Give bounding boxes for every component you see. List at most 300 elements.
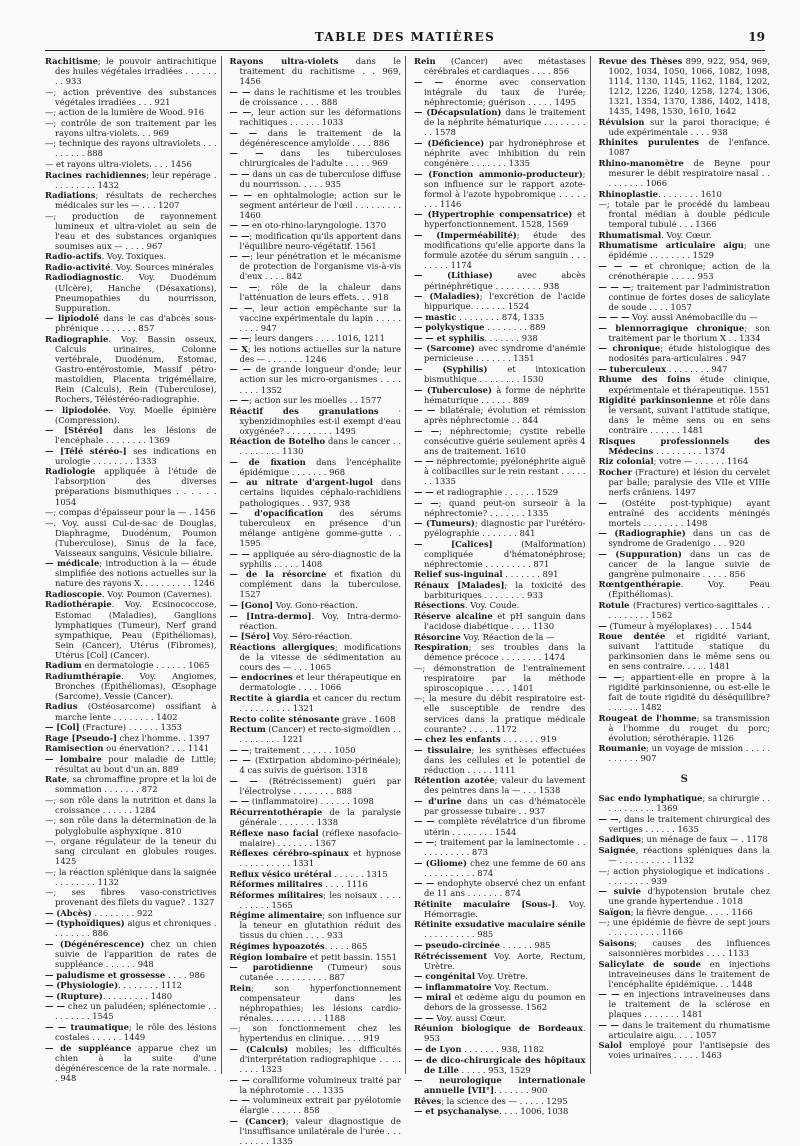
entry-heading: — (Tuberculose) (414, 384, 492, 395)
index-entry (230, 693, 402, 713)
index-entry (230, 128, 402, 148)
entry-text: employé pour l'antisepsie des voies urinaires . . . . . 1463 (608, 1040, 770, 1061)
index-entry (414, 611, 586, 631)
entry-text: —; démonstration de l'entraînement respiratoire par la méthode spiroscopique . . . . . 1401 (414, 662, 586, 693)
entry-heading: — — (229, 86, 251, 97)
entry-heading: — (Radiographie) (598, 528, 686, 539)
entry-text: (Extirpation abdomino-périnéale); 4 cas suivis de guérison. 1318 (239, 755, 401, 776)
entry-text: en injections intraveineuses dans le traitement de la sclérose en plaques . . . . . . . 1481 (608, 989, 770, 1020)
entry-text: et petit bassin. 1551 (307, 951, 397, 962)
entry-text: ; les synthèses effectuées dans les cellules et le potentiel de réduction . . . . . 1111 (424, 744, 586, 775)
entry-text: (Ostéosarcome) ossifiant à marche lente . . . . . . . . 1402 (55, 701, 217, 722)
entry-heading: — (Physiologie) (45, 980, 119, 991)
index-entry (414, 343, 586, 363)
index-entry (230, 406, 402, 436)
index-entry (414, 1075, 586, 1095)
index-entry (414, 312, 586, 322)
entry-heading: — suivie (598, 886, 641, 897)
entry-heading: — au nitrate d'argent-lugol (229, 477, 373, 488)
entry-text: . Voy. Ecsinococcose, Estomac (Maladies), Ganglions lymphatiques (Tumeur), Nerf grand sympathique, Peau (Épithéliomas), Sein (Cancer), Utérus (Fibromes), Utérus [Col] (Cancer). (55, 599, 217, 660)
entry-heading: — de la résorcine (229, 569, 327, 580)
index-entry (230, 611, 402, 631)
entry-text: par hydronéphrose et néphrite avec inhibition du rein congénère . . . . . . . 1335 (424, 137, 586, 168)
entry-text: —; la mesure du débit respiratoire est-elle susceptible de rendre des services dans la pratique médicale courante? . . . . . 1172 (414, 693, 586, 734)
entry-heading: — — (229, 1074, 250, 1085)
entry-heading: Radius (45, 701, 78, 712)
entry-text: . . . . 1006, 1038 (499, 1106, 569, 1117)
index-entry (230, 107, 402, 127)
entry-heading: Rigidité parkinsonienne (598, 395, 714, 406)
entry-heading: Régimes hypoazotés (229, 941, 325, 952)
entry-heading: — neurologique internationale annuelle [VII°] (414, 1075, 586, 1096)
entry-heading: — [Stéréo] (45, 425, 103, 436)
index-entry (45, 313, 217, 333)
entry-heading: — — (45, 1001, 65, 1012)
index-entry (414, 539, 586, 569)
index-entry (230, 148, 402, 168)
index-entry (414, 291, 586, 311)
entry-text: (Tumeur à myéloplaxes) . . . 1544 (606, 620, 752, 631)
index-entry (230, 169, 402, 189)
entry-heading: Réflexes cérébro-spinaux (229, 848, 349, 859)
index-entry (414, 992, 586, 1012)
index-entry (414, 982, 586, 992)
index-entry (45, 733, 217, 743)
entry-text: . . . . . 953, 1529 (458, 1064, 531, 1075)
entry-text: et leur thérapeutique en dermatologie . . . . 1066 (239, 672, 401, 693)
entry-text: ; son influence sur la teneur en glutathion réduit des tissus du chien . . . . 933 (239, 910, 401, 941)
index-entry (599, 631, 771, 671)
index-entry (414, 919, 586, 939)
index-entry (45, 466, 217, 506)
entry-text: ; votre — . . . . . . 1164 (653, 456, 749, 467)
index-entry (230, 231, 402, 251)
index-entry (414, 333, 586, 343)
index-entry (599, 456, 771, 466)
index-entry (45, 722, 217, 732)
index-entry (414, 56, 586, 76)
index-entry (230, 745, 402, 755)
entry-heading: — endocrines (229, 672, 293, 683)
entry-heading: Réformes militaires (229, 889, 324, 900)
index-entry (45, 908, 217, 918)
entry-text: . . . . . . 985 (499, 940, 551, 951)
entry-heading: — pseudo-circinée (414, 940, 500, 951)
index-entry (230, 631, 402, 641)
index-entry (45, 170, 217, 190)
entry-heading: — (Cancer) (229, 1115, 286, 1126)
entry-heading: Résections (414, 600, 465, 611)
entry-text: . Voy. Toxiques. (101, 251, 167, 262)
entry-text: ; leur pénétration et le mécanisme de protection de l'organisme vis-à-vis d'eux . . . . 842 (239, 251, 401, 282)
entry-heading: Rate (45, 774, 67, 785)
entry-text: aigus et chroniques . . . . . . . . 886 (55, 918, 217, 939)
entry-heading: Rétention azotée (414, 775, 495, 786)
index-entry (414, 600, 586, 610)
entry-heading: — [Calices] (414, 538, 493, 549)
entry-text: —; technique des rayons ultraviolets . . . . . . . . . 888 (45, 138, 217, 159)
entry-heading: — [Intra-dermo] (229, 610, 312, 621)
entry-text: · xybenzidinophiles est-il exempt d'eau oxygénée? . . . . . . . . . 1495 (239, 405, 401, 436)
index-entry (230, 910, 402, 940)
index-column-3 (414, 56, 591, 1117)
entry-text: (Malformation) compliquée d'hématonéphrose; néphrectomie . . . . . . . . . 871 (424, 538, 586, 569)
entry-heading: — (Syphilis) (414, 363, 488, 374)
entry-heading: Rectum (229, 724, 266, 735)
entry-text: dans l'encéphalite épidémique . . . . . . . 968 (239, 456, 401, 477)
index-entry (45, 867, 217, 887)
index-entry (414, 569, 586, 579)
entry-heading: Rectite à giardia (229, 692, 310, 703)
entry-text: Voy. Aorte, Rectum, Urètre. (424, 950, 586, 971)
index-entry (45, 211, 217, 251)
entry-text: apparue chez un chien à la suite d'une dégénérescence de la rate normale. . . 948 (55, 1042, 217, 1083)
index-entry (599, 230, 771, 240)
entry-text: avec abcès périnéphrétique . . . . . . . . . 938 (424, 270, 586, 291)
entry-text: Voy. Réaction de la — (460, 631, 555, 642)
entry-heading: — de suppléance (45, 1042, 132, 1053)
entry-text: ; son influence sur le rapport azote-formol à l'azote hypobromique . . . . . . . . 1146 (424, 168, 586, 209)
index-entry (599, 907, 771, 917)
entry-heading: — — (229, 107, 251, 118)
entry-heading: — — (598, 1019, 619, 1030)
index-entry (230, 1116, 402, 1146)
entry-heading: Rhinoplastie (598, 188, 658, 199)
index-entry (45, 743, 217, 753)
entry-text: chez l'homme. . 1397 (116, 732, 210, 743)
index-entry (414, 487, 586, 497)
index-entry (230, 220, 402, 230)
entry-text: et rigidité variant, suivant l'attitude statique du parkinsonien dans le même sens ou en sens contraire. . . . . 1481 (608, 631, 770, 672)
index-entry (414, 858, 586, 878)
entry-heading: — de dico-chirurgicale des hôpitaux de Lille (414, 1054, 586, 1075)
entry-text: . . . . . . . 900 (494, 1085, 548, 1096)
index-entry (414, 642, 586, 662)
entry-heading: Radiographie (45, 333, 109, 344)
index-entry (414, 498, 586, 518)
index-entry (45, 815, 217, 835)
entry-text: . . . . 986 (165, 969, 206, 980)
index-entry (45, 980, 217, 990)
entry-heading: — [Gono] (229, 599, 274, 610)
index-entry (599, 189, 771, 199)
index-entry (230, 508, 402, 548)
entry-text: , dans le traitement chirurgical des vertiges . . . . . . 1635 (608, 813, 770, 834)
index-entry (414, 663, 586, 693)
entry-text: ; son hyperfonctionnement compensateur dans les néphropathies; les lésions cardio-rénales. . . . . . . . . . 1188 (239, 982, 401, 1023)
entry-heading: Rotule (598, 599, 630, 610)
index-entry (599, 713, 771, 743)
header-rule (45, 50, 765, 51)
entry-text: et fixation du complément dans la tuberculose. 1527 (239, 569, 401, 600)
entry-text: ; causes des influences saisonnières morbides . . . . 1133 (608, 937, 770, 958)
index-entry (414, 1044, 586, 1054)
index-entry (230, 364, 402, 394)
entry-heading: — (typhoïdiques) (45, 918, 125, 929)
entry-text: ; sa chirurgie . . . . . . . . . . . 1369 (608, 793, 770, 814)
entry-text: (Rétrécissement) guéri par l'électrolyse . . . . . . . . 888 (239, 775, 401, 796)
index-entry (599, 117, 771, 137)
index-entry (599, 743, 771, 763)
index-entry (599, 282, 771, 312)
entry-text: (Ostéite post-typhique) ayant entraîné des accidents méningés mortels . . . . . . . . 1498 (606, 497, 770, 528)
entry-text: dans certains liquides céphalo-rachidiens pathologiques . . 937, 938 (239, 477, 401, 508)
entry-heading: Rétrécissement (414, 950, 488, 961)
entry-heading: Risques professionnels des Médecins (598, 435, 770, 456)
index-entry (599, 959, 771, 989)
page-header (45, 30, 765, 46)
entry-text: . . . . . . . 919 (500, 734, 557, 745)
index-entry (230, 1044, 402, 1074)
entry-heading: Rêves (414, 1095, 442, 1106)
entry-text: —; contrôle de son traitement par les rayons ultra-violets. . . 969 (45, 117, 217, 138)
entry-text: Voy. Urètre. (475, 971, 528, 982)
entry-heading: — polykystique (414, 322, 485, 333)
entry-text: . . . . . . 1315 (331, 868, 388, 879)
index-entry (45, 405, 217, 425)
entry-text: —; compas d'épaisseur pour la — . 1456 (45, 507, 216, 518)
entry-heading: — (Imperméabilité) (414, 229, 517, 240)
entry-text: des sérums tuberculeux en présence d'un mélange antigène gomme-gutte . . 1595 (239, 508, 401, 549)
entry-heading: — — (414, 1012, 434, 1023)
index-column-4 (599, 56, 771, 1074)
entry-heading: — tuberculeux (598, 363, 667, 374)
entry-heading: — — (229, 1095, 250, 1106)
entry-heading: — lombaire (45, 753, 102, 764)
entry-heading: Rhumatisme articulaire aigu (598, 240, 744, 251)
entry-text: dans un cas de cancer de la langue suivie de gangrène pulmonaire . . . . . 856 (608, 548, 770, 579)
entry-text: ; une épidémie . . . . . . . . 1529 (608, 240, 771, 261)
entry-text: ; son traitement par le thorium X . . 1334 (608, 322, 770, 343)
entry-heading: — — — (598, 281, 631, 292)
index-entry (414, 899, 586, 919)
index-entry (230, 714, 402, 724)
entry-text: de grande longueur d'onde; leur action sur les micro-organismes . . . . . . . . 1352 (239, 364, 401, 395)
entry-text: dans le traitement du rhumatisme articulaire aigu. . . . 1057 (608, 1019, 771, 1040)
entry-heading: — — (414, 486, 434, 497)
index-entry (230, 87, 402, 107)
entry-text: —; son rôle dans la nutrition et dans la croissance . . . . . . 1284 (45, 794, 217, 815)
entry-text: ; la science des — . . . . . 1295 (441, 1095, 568, 1106)
index-entry (230, 1075, 402, 1095)
entry-heading: Racines rachidiennes (45, 169, 147, 180)
index-entry (45, 1001, 217, 1021)
entry-text: ; la fièvre dengue. . . . . 1166 (630, 906, 753, 917)
entry-heading: — — (229, 282, 258, 293)
entry-text: néphrectomie; pyélonéphrite aiguë à colibacilles sur le rein restant . . . . . . . 1335 (424, 456, 586, 487)
index-entry (414, 518, 586, 538)
entry-text: à forme de néphrite hématurique . . . . . . 889 (424, 384, 586, 405)
entry-heading: — — (414, 405, 436, 416)
entry-heading: — — (414, 816, 435, 827)
entry-heading: — (Maladies) (414, 291, 480, 302)
index-entry (414, 138, 586, 168)
index-entry (45, 1022, 217, 1042)
entry-heading: — (Fonction ammonio-producteur) (414, 168, 583, 179)
index-entry (599, 312, 771, 322)
entry-heading: — — (414, 456, 434, 467)
entry-text: ; modifications de la vitesse de sédimentation au cours des — . . . 1065 (239, 641, 402, 672)
entry-text: ; rôle de la chaleur dans l'atténuation de leurs effets. . . 918 (239, 282, 401, 303)
entry-heading: — [Télé stéréo-] (45, 445, 127, 456)
index-entry (599, 467, 771, 497)
entry-text: . . . . 1116 (322, 879, 368, 890)
entry-heading: Rhumatismal (598, 229, 662, 240)
entry-heading: — blennorragique chronique (598, 322, 745, 333)
entry-heading: Rœntgenthérapie (598, 579, 681, 590)
entry-heading: — d'urine (414, 795, 462, 806)
entry-heading: — — (229, 169, 250, 180)
entry-heading: Récurrentothérapie (229, 806, 323, 817)
entry-text: de l'enfance. 1087 (608, 137, 770, 158)
index-entry (599, 436, 771, 456)
entry-text: ; action sur les moelles . . 1577 (249, 395, 382, 406)
entry-text: —, organe régulateur de la teneur du sang circulant en globules rouges. 1425 (45, 836, 217, 867)
entry-heading: — et psychanalyse (414, 1106, 500, 1117)
entry-text: ; valeur diagnostique de l'insuffisance unilatérale de l'urée . . . . . . . . . 1335 (239, 1115, 401, 1146)
entry-text: —; totale par le procédé du lambeau frontal médian à double pédicule temporal tubulé . . . 1366 (598, 199, 770, 230)
index-entry (230, 869, 402, 879)
index-entry (45, 87, 217, 107)
entry-heading: — (Rupture) (45, 990, 103, 1001)
index-entry (414, 405, 586, 425)
entry-heading: Rhino-manomètre (598, 157, 684, 168)
entry-heading: Rein (229, 982, 252, 993)
entry-heading: — — (598, 671, 622, 682)
entry-text: ; étude des modifications qu'elle apporte dans la formule azotée du sérum sanguin . . . . . . . . 1174 (424, 229, 586, 270)
entry-text: dans le cas d'abcès sous-phrénique . . . . . . . 857 (55, 313, 217, 334)
entry-text: —; production de rayonnement lumineux et ultra-violet au sein de l'eau et des substances organiques soumises aux — . . . . 967 (45, 210, 217, 251)
entry-heading: — — (229, 395, 250, 406)
entry-text: et pH sanguin dans l'acidose diabétique . . . . 1130 (424, 611, 586, 632)
entry-heading: Rachitisme (45, 56, 98, 66)
index-entry (599, 866, 771, 886)
index-entry (45, 660, 217, 670)
entry-heading: Réactions allergiques (229, 641, 335, 652)
entry-heading: Roumanie (598, 743, 647, 754)
entry-text: ; modification qu'ils apportent dans l'équilibre neuro-végétatif. 1561 (239, 230, 401, 251)
entry-text: ; valeur du lavement des peintres dans la — . . . 1538 (424, 775, 586, 796)
entry-heading: — lipiodolé (45, 313, 99, 324)
entry-heading: — — (229, 755, 251, 766)
index-entry (599, 158, 771, 188)
entry-text: et cancer du rectum . . . . . . . . . . 1321 (239, 692, 401, 713)
index-entry (414, 322, 586, 332)
entry-text: . . . . . . . . 874, 1335 (456, 311, 545, 322)
entry-heading: Rétinite exsudative maculaire sénile (414, 919, 586, 930)
index-entry (230, 436, 402, 456)
entry-heading: Rayons ultra-violets (229, 56, 339, 66)
entry-text: . Voy. Cœur. (661, 229, 712, 240)
index-entry (599, 1040, 771, 1060)
entry-heading: — d'opacification (229, 508, 324, 519)
index-entry (45, 939, 217, 969)
entry-text: . Voy. Coude. (464, 600, 520, 611)
entry-heading: — parotidienne (229, 962, 313, 973)
entry-heading: — (Gliome) (414, 857, 467, 868)
entry-text: Voy. Gono-réaction. (273, 599, 358, 610)
entry-text: en oto-rhino-laryngologie. 1370 (249, 220, 387, 231)
entry-text: . . . . . . . . . 1480 (102, 990, 173, 1001)
index-entry (230, 962, 402, 982)
index-entry (599, 343, 771, 363)
entry-text: d'hypotension brutale chez une grande hypertendue . 1018 (608, 886, 771, 907)
index-entry (414, 1096, 586, 1106)
entry-text: —; action préventive des substances végétales irradiées . . . 921 (45, 86, 217, 107)
index-entry (599, 834, 771, 844)
entry-text: et hyperfonctionnement. 1528, 1569 (424, 209, 586, 230)
entry-heading: Respiration (414, 642, 469, 653)
entry-text: —; la réaction splénique dans la saignée . . . . . . . . 1132 (45, 866, 217, 887)
index-entry (230, 282, 402, 302)
entry-heading: Rocher (598, 466, 632, 477)
entry-heading: Radioscopie (45, 588, 102, 599)
index-entry (45, 836, 217, 866)
entry-text: —; son rôle dans la détermination de la polyglobulie asphyxique . 810 (45, 815, 217, 836)
entry-text: . . . . . . . . . 1374 (653, 445, 726, 456)
index-entry (230, 303, 402, 333)
index-entry (414, 426, 586, 456)
entry-text: ; sa transmission à l'homme du rouget du porc; évolution; sérothérapie. 1126 (608, 712, 770, 743)
index-entry (414, 580, 586, 600)
index-entry (414, 693, 586, 733)
entry-heading: Réserve alcaline (414, 611, 493, 622)
entry-text: grave . 1608 (339, 713, 396, 724)
entry-text: . . . . . . . 938 (484, 332, 538, 343)
entry-heading: — — (229, 796, 250, 807)
index-entry (45, 138, 217, 158)
entry-heading: Roue dentée (598, 631, 666, 642)
entry-text: sur la paroi thoracique; é ude expérimentale . . . . 938 (608, 116, 770, 137)
index-entry (599, 240, 771, 260)
index-entry (599, 137, 771, 157)
entry-heading: Radium (45, 660, 82, 671)
entry-text: dans les lésions de l'encéphale . . . . . . . . 1369 (55, 425, 217, 446)
index-entry (599, 56, 771, 116)
entry-heading: — (Abcès) (45, 907, 92, 918)
entry-heading: — (Décapsulation) (414, 107, 502, 118)
index-entry (599, 364, 771, 374)
index-entry (230, 983, 402, 1023)
index-entry (414, 745, 586, 775)
entry-text: , réactions spléniques dans la — . . . . . . . . . . 1132 (608, 845, 770, 866)
entry-text: ; traitement par l'administration continue de fortes doses de salicylate de soude . . . . 1057 (608, 281, 770, 312)
entry-heading: — — (229, 775, 258, 786)
entry-text: dans le rachitisme et les troubles de croissance . . . . 888 (239, 86, 401, 107)
entry-text: Voy. aussi Anémobacille du — (629, 312, 758, 323)
index-entry (599, 621, 771, 631)
entry-text: ; leurs dangers . . . . 1016, 1211 (249, 333, 385, 344)
entry-heading: — chronique (598, 343, 661, 354)
entry-text: étude clinique, expérimentale et thérapeutique. 1551 (608, 374, 770, 395)
entry-text: ; étude histologique des nodosités para-articulaires . 947 (608, 343, 770, 364)
entry-text: ; le rôle des lésions costales . . . . . . 1449 (55, 1021, 217, 1042)
entry-heading: — — (229, 548, 250, 559)
entry-heading: Radiations (45, 190, 96, 201)
index-entry (599, 579, 771, 599)
index-entry (599, 600, 771, 620)
entry-text: ; quand peut-on surseoir à la néphrectomie? . . . . . . . 1335 (424, 497, 586, 518)
entry-heading: Saignée (598, 845, 636, 856)
index-entry (599, 1020, 771, 1040)
index-entry (230, 1095, 402, 1115)
index-entry (230, 828, 402, 848)
index-entry (230, 642, 402, 672)
entry-text: volumineux extrait par pyélotomie élargie . . . . . . 858 (239, 1095, 401, 1116)
entry-text: dans les tuberculoses chirurgicales de l'adulte . . . . . 969 (239, 148, 402, 169)
index-entry (45, 558, 217, 588)
entry-text: appliquée au séro-diagnostic de la syphilis . . . . . 1408 (239, 548, 401, 569)
